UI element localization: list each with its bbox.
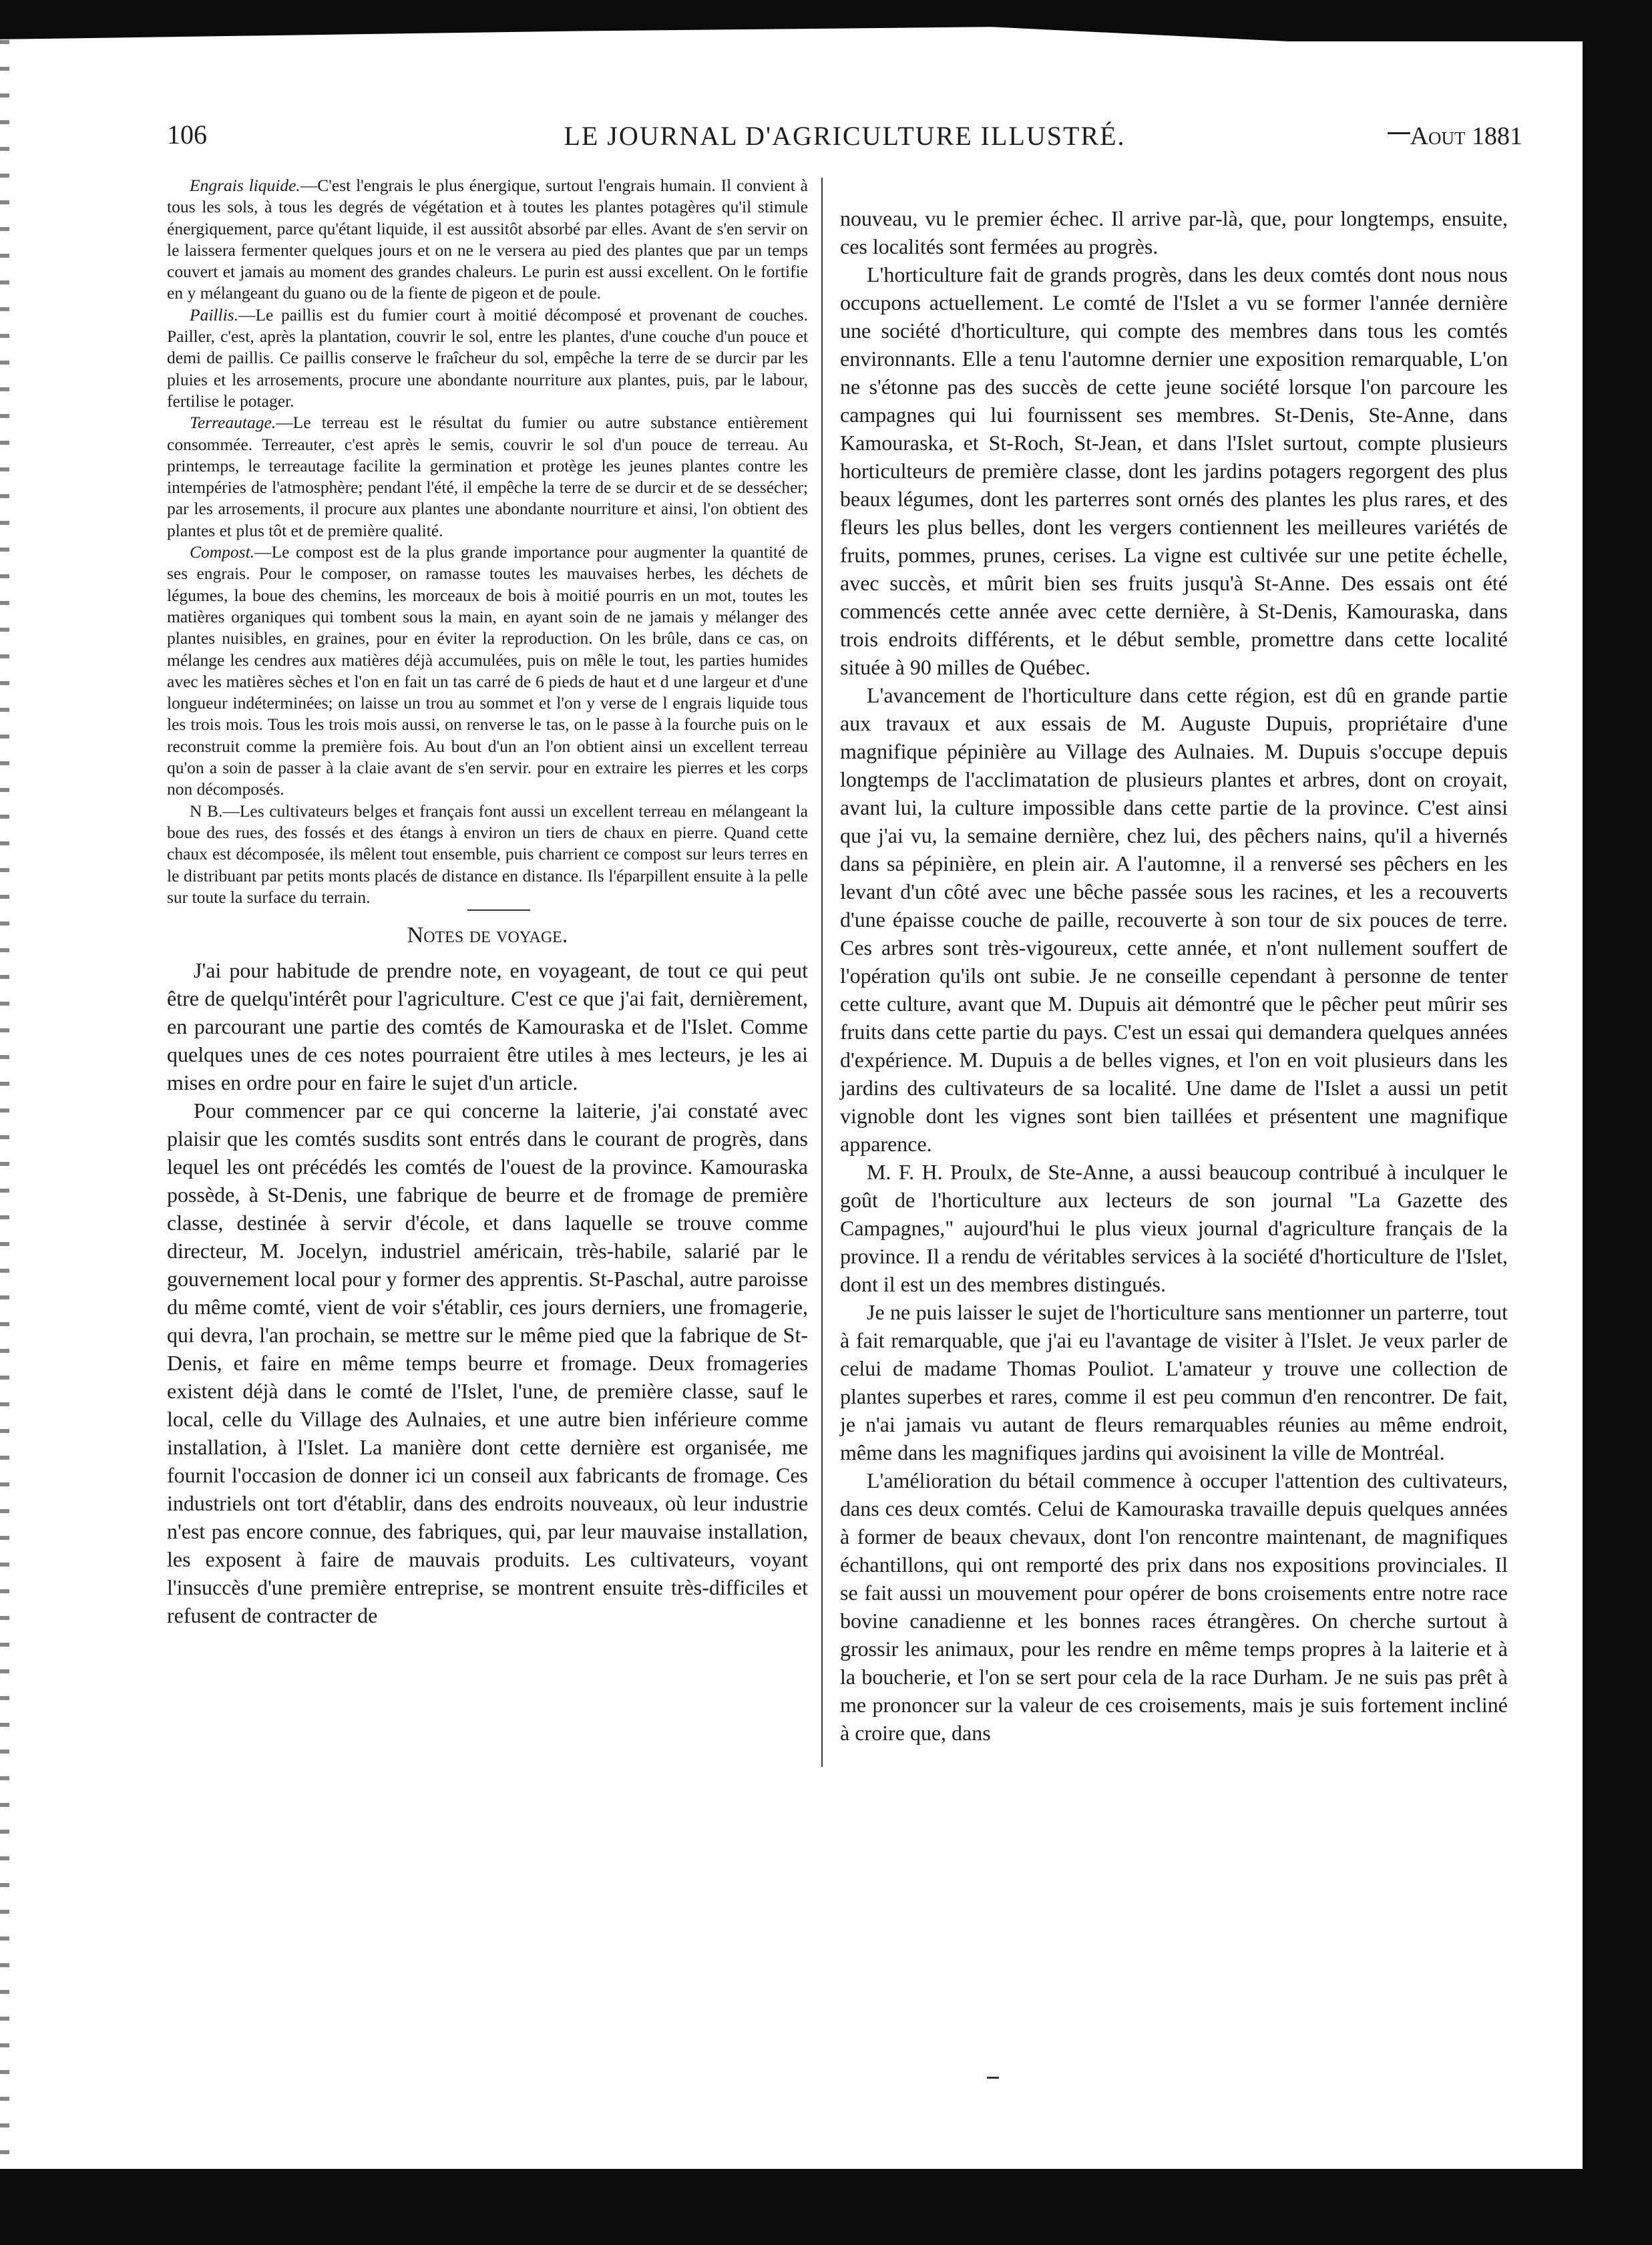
- paragraph-laiterie: Pour commencer par ce qui concerne la laiterie, j'ai constaté avec plaisir que les comtés susdits sont entrés dans le courant de progrès, dans lequel les ont précédés les comtés de l'ouest de la province. Kamouraska possède, à St-Denis, une fabrique de beurre et de fromage de première classe, destinée à servir d'école, et dans laquelle se trouve comme directeur, M. Jocelyn, industriel américain, très-habile, salarié par le gouvernement local pour y former des apprentis. St-Paschal, autre paroisse du même comté, vient de voir s'établir, ces jours derniers, une fromagerie, qui devra, l'an prochain, se mettre sur le même pied que la fabrique de St-Denis, et faire en même temps beurre et fromage. Deux fromageries existent déjà dans le comté de l'Islet, l'une, de première classe, sauf le local, celle du Village des Aulnaies, et une autre bien inférieure comme installation, à l'Islet. La manière dont cette dernière est organisée, me fournit l'occasion de donner ici un conseil aux fabricants de fromage. Ces industriels ont tort d'établir, dans des endroits nouveaux, où leur industrie n'est pas encore connue, des fabriques, qui, par leur mauvaise installation, les exposent à faire de mauvais produits. Les cultivateurs, voyant l'insuccès d'une première entreprise, se montrent ensuite très-difficiles et refusent de contracter de: [167, 1098, 808, 1628]
- paragraph-dupuis: L'avancement de l'horticulture dans cette région, est dû en grande partie aux travaux et aux essais de M. Auguste Dupuis, propriétaire d'une magnifique pépinière au Village des Aulnaies. M. Dupuis s'occupe depuis longtemps de l'acclimatation de plusieurs plantes et arbres, dont on croyait, avant lui, la culture impossible dans cette partie de la province. C'est ainsi que j'ai vu, la semaine dernière, chez lui, des pêchers nains, qu'il a hivernés dans sa pépinière, en plein air. A l'automne, il a renversé ses pêchers en les levant d'un côté avec une bêche passée sous les racines, et les a recouverts d'une épaisse couche de paille, recouverte à son tour de six pouces de terre. Ces arbres sont très-vigoureux, cette année, et n'ont nullement souffert de l'opération qu'ils ont subie. Je ne conseille cependant à personne de tenter cette culture, avant que M. Dupuis ait démontré que le pêcher peut mûrir ses fruits dans cette partie du pays. C'est un essai qui demandera quelques années d'expérience. M. Dupuis a de belles vignes, et l'on en voit plusieurs dans les jardins des cultivateurs de sa localité. Une dame de l'Islet a aussi un petit vignoble dont les vignes sont bien taillées et présentent une magnifique apparence.: [840, 683, 1508, 1156]
- paragraph-continuation: nouveau, vu le premier échec. Il arrive par-là, que, pour longtemps, ensuite, ces localités sont fermées au progrès.: [840, 206, 1508, 258]
- paragraph-compost: Compost.—Le compost est de la plus grande importance pour augmenter la quantité de ses engrais. Pour le composer, on ramasse toutes les mauvaises herbes, les déchets de légumes, la boue des chemins, les morceaux de bois à moitié pourris en un mot, toutes les matières organiques qui tombent sous la main, en ayant soin de ne jamais y mélanger des plantes nuisibles, en graines, pour en éviter la reproduction. On les brûle, dans ce cas, on mélange les cendres aux matières déjà accumulées, puis on mêle le tout, les parties humides avec les matières sèches et l'on en fait un tas carré de 6 pieds de haut et d une largeur et d'une longueur indéterminées; on laisse un trou au sommet et l'on y verse de l engrais liquide tous les trois mois. Tous les trois mois aussi, on renverse le tas, on le passe à la fourche puis on le reconstruit comme la première fois. Au bout d'un an l'on obtient ainsi un excellent terreau qu'on a soin de passer à la claie avant de s'en servir. pour en extraire les pierres et les corps non décomposés.: [167, 542, 808, 799]
- paragraph-proulx: M. F. H. Proulx, de Ste-Anne, a aussi beaucoup contribué à inculquer le goût de l'horticulture aux lecteurs de son journal "La Gazette des Campagnes," aujourd'hui le plus vieux journal d'agriculture français de la province. Il a rendu de véritables services à la société d'horticulture de l'Islet, dont il est un des membres distingués.: [840, 1160, 1508, 1296]
- column-rule: [821, 178, 823, 1767]
- manure-notes: [167, 175, 808, 908]
- paragraph-terreautage: Terreautage.—Le terreau est le résultat du fumier ou autre substance entièrement consommée. Terreauter, c'est après le semis, couvrir le sol d'un pouce de terreau. Au printemps, le terreautage facilite la germination et protège les jeunes plantes contre les intempéries de l'atmosphère; pendant l'été, il empêche la terre de se durcir et de se dessécher; par les arrosements, il procure aux plantes une abondante nourriture et ainsi, l'on obtient des plantes et plus tôt et de première qualité.: [167, 413, 808, 540]
- journal-title: LE JOURNAL D'AGRICULTURE ILLUSTRÉ.: [564, 121, 1126, 151]
- issue-date: Aout 1881: [1410, 122, 1522, 150]
- paragraph-horticulture: L'horticulture fait de grands progrès, dans les deux comtés dont nous nous occupons actuellement. Le comté de l'Islet a vu se former l'année dernière une société d'horticulture, qui compte des membres dans tous les comtés environnants. Elle a tenu l'automne dernier une exposition remarquable, L'on ne s'étonne pas des succès de cette jeune société lorsque l'on parcoure les campagnes qui lui fournissent ses membres. St-Denis, Ste-Anne, dans Kamouraska, et St-Roch, St-Jean, et dans l'Islet surtout, compte plusieurs horticulteurs de première classe, dont les jardins potagers regorgent des plus beaux légumes, dont les parterres sont ornés des plantes les plus rares, et des fleurs les plus belles, dont les vergers contiennent les meilleures variétés de fruits, pommes, prunes, cerises. La vigne est cultivée sur une petite échelle, avec succès, et mûrit bien ses fruits jusqu'à St-Anne. Des essais ont été commencés cette année avec cette dernière, à St-Denis, Kamouraska, dans trois endroits différents, et le début semble, promettre dans cette localité située à 90 milles de Québec.: [840, 262, 1508, 679]
- section-divider: [467, 909, 530, 911]
- travel-notes-left: [167, 956, 808, 1629]
- paragraph-engrais-liquide: Engrais liquide.—C'est l'engrais le plus énergique, surtout l'engrais humain. Il convient à tous les sols, à tous les degrés de végétation et à toutes les plantes potagères qu'il stimule énergiquement, parce qu'étant liquide, il est aussitôt absorbé par elles. Avant de s'en servir on le laissera fermenter quelques jours et on ne le versera au pied des plantes que par un temps couvert et jamais au moment des grandes chaleurs. Le purin est aussi excellent. On le fortifie en y mélangeant du guano ou de la fiente de pigeon et de poule.: [167, 176, 808, 303]
- page-number: 106: [167, 120, 207, 150]
- scan-bottom-edge: [0, 2169, 1652, 2245]
- footer-dash: [987, 2077, 999, 2079]
- paragraph-betail: L'amélioration du bétail commence à occuper l'attention des cultivateurs, dans ces deux comtés. Celui de Kamouraska travaille depuis quelques années à former de beaux chevaux, dont l'on rencontre maintenant, de magnifiques échantillons, qui ont remporté des prix dans nos expositions provinciales. Il se fait aussi un mouvement pour opérer de bons croisements entre notre race bovine canadienne et les bonnes races étrangères. On cherche surtout à grossir les animaux, pour les rendre en même temps propres à la laiterie et à la boucherie, et l'on se sert pour cela de la race Durham. Je ne suis pas prêt à me prononcer sur la valeur de ces croisements, mais je suis fortement incliné à croire que, dans: [840, 1468, 1508, 1745]
- paragraph-paillis: Paillis.—Le paillis est du fumier court à moitié décomposé et provenant de couches. Pailler, c'est, après la plantation, couvrir le sol, entre les plantes, d'une couche d'un pouce et demi de paillis. Ce paillis conserve le fraîcheur du sol, empêche la terre de se durcir par les pluies et les arrosements, procure une abondante nourriture aux plantes, puis, par le labour, fertilise le potager.: [167, 304, 808, 411]
- paragraph-parterre: Je ne puis laisser le sujet de l'horticulture sans mentionner un parterre, tout à fait remarquable, que j'ai eu l'avantage de visiter à l'Islet. Je veux parler de celui de madame Thomas Pouliot. L'amateur y trouve une collection de plantes superbes et rares, comme il est peu commun d'en rencontrer. De fait, je n'ai jamais vu autant de fleurs remarquables réunies au même endroit, même dans les magnifiques jardins qui avoisinent la ville de Montréal.: [840, 1300, 1508, 1464]
- header-dash: [1388, 132, 1410, 134]
- scan-right-edge: [1583, 0, 1652, 2245]
- scan-top-edge: [0, 0, 1652, 41]
- paragraph-nota-bene: N B.—Les cultivateurs belges et français font aussi un excellent terreau en mélangeant la boue des rues, des fossés et des étangs à environ un tiers de chaux en pierre. Quand cette chaux est décomposée, ils mêlent tout ensemble, puis charrient ce compost sur leurs terres en le distribuant par petits monts placés de distance en distance. Ils l'éparpillent ensuite à la pelle sur toute la surface du terrain.: [167, 801, 808, 907]
- right-column: [840, 204, 1508, 1747]
- scan-left-edge: [0, 40, 9, 2164]
- paragraph-intro: J'ai pour habitude de prendre note, en voyageant, de tout ce qui peut être de quelqu'intérêt pour l'agriculture. C'est ce que j'ai fait, dernièrement, en parcourant une partie des comtés de Kamouraska et de l'Islet. Comme quelques unes de ces notes pourraient être utiles à mes lecteurs, je les ai mises en ordre pour en faire le sujet d'un article.: [167, 958, 808, 1095]
- running-head: [167, 119, 1522, 159]
- left-column: [167, 175, 808, 1629]
- section-title: Notes de voyage.: [407, 923, 568, 948]
